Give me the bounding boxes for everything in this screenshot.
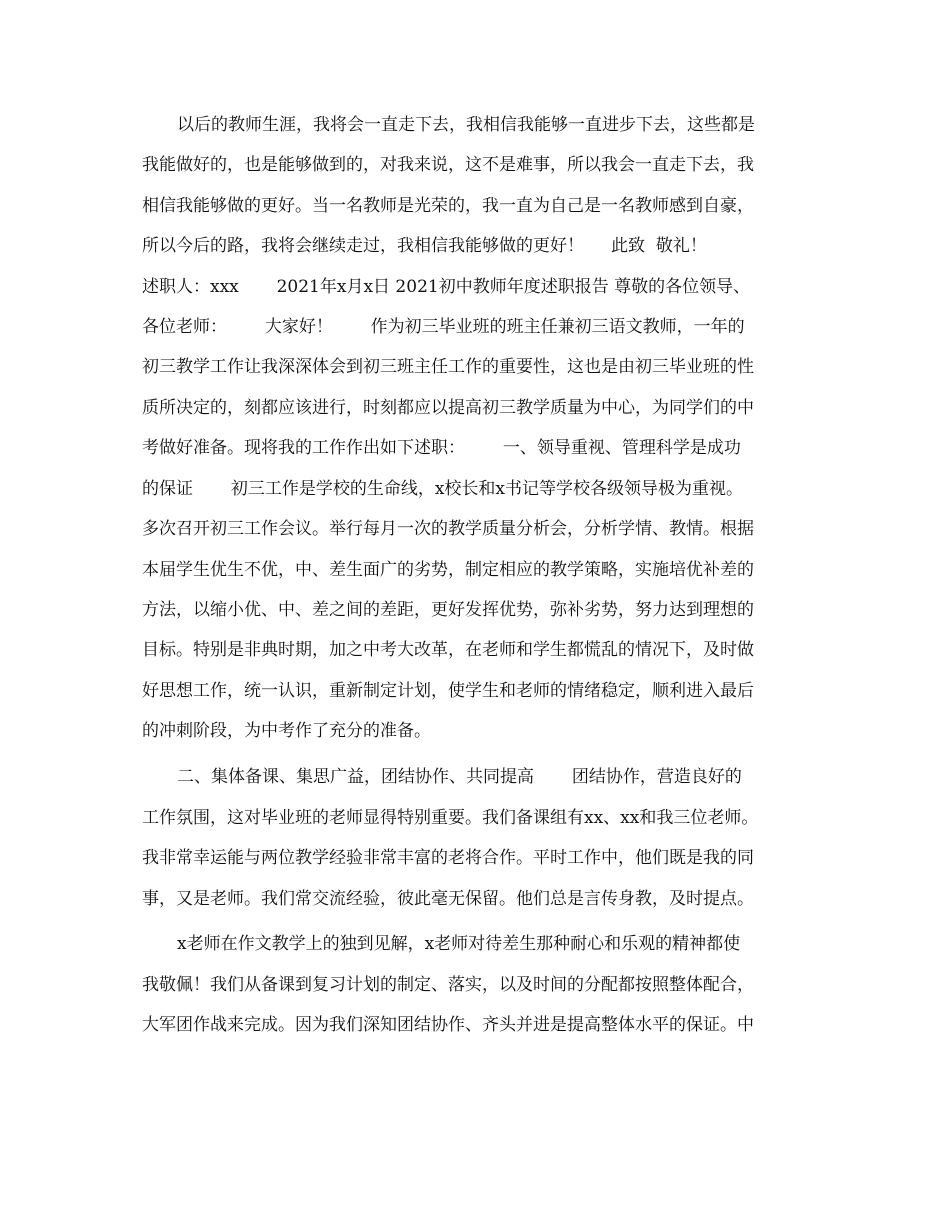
text-line-14: 目标。特别是非典时期，加之中考大改革，在老师和学生都慌乱的情况下，及时做: [142, 640, 754, 660]
text-line-2: 我能做好的，也是能够做到的，对我来说，这不是难事，所以我会一直走下去，我: [142, 155, 754, 175]
text-line-11: 多次召开初三工作会议。举行每月一次的教学质量分析会，分析学情、教情。根据: [142, 519, 754, 539]
text-line-12: 本届学生优生不优，中、差生面广的劣势，制定相应的教学策略，实施培优补差的: [142, 560, 754, 580]
text-line-19: 我非常幸运能与两位教学经验非常丰富的老将合作。平时工作中，他们既是我的同: [142, 848, 754, 868]
text-line-3: 相信我能够做的更好。当一名教师是光荣的，我一直为自己是一名教师感到自豪，: [142, 196, 754, 216]
text-line-17: 二、集体备课、集思广益，团结协作、共同提高 团结协作，营造良好的: [177, 767, 742, 787]
text-line-5: 述职人：xxx 2021年x月x日 2021初中教师年度述职报告 尊敬的各位领导、: [142, 277, 751, 297]
text-line-4: 所以今后的路，我将会继续走过，我相信我能够做的更好！ 此致 敬礼！: [142, 236, 707, 256]
text-line-7: 初三教学工作让我深深体会到初三班主任工作的重要性，这也是由初三毕业班的性: [142, 357, 754, 377]
text-line-8: 质所决定的，刻都应该进行，时刻都应以提高初三教学质量为中心，为同学们的中: [142, 398, 754, 418]
text-line-10: 的保证 初三工作是学校的生命线，x校长和x书记等学校各级领导极为重视。: [142, 479, 743, 499]
text-line-23: 大军团作战来完成。因为我们深知团结协作、齐头并进是提高整体水平的保证。中: [142, 1015, 754, 1035]
text-line-16: 的冲刺阶段，为中考作了充分的准备。: [142, 721, 431, 741]
text-line-9: 考做好准备。现将我的工作作出如下述职： 一、领导重视、管理科学是成功: [142, 438, 741, 458]
text-line-1: 以后的教师生涯，我将会一直走下去，我相信我能够一直进步下去，这些都是: [177, 115, 755, 135]
text-line-15: 好思想工作，统一认识，重新制定计划，使学生和老师的情绪稳定，顺利进入最后: [142, 681, 754, 701]
text-line-20: 事，又是老师。我们常交流经验，彼此毫无保留。他们总是言传身教，及时提点。: [142, 889, 754, 909]
text-line-22: 我敬佩！我们从备课到复习计划的制定、落实，以及时间的分配都按照整体配合，: [142, 975, 754, 995]
text-line-6: 各位老师： 大家好！ 作为初三毕业班的班主任兼初三语文教师，一年的: [142, 317, 745, 337]
text-line-13: 方法，以缩小优、中、差之间的差距，更好发挥优势，弥补劣势，努力达到理想的: [142, 600, 754, 620]
text-line-18: 工作氛围，这对毕业班的老师显得特别重要。我们备课组有xx、xx和我三位老师。: [142, 808, 759, 828]
text-line-21: x老师在作文教学上的独到见解，x老师对待差生那种耐心和乐观的精神都使: [177, 934, 741, 954]
